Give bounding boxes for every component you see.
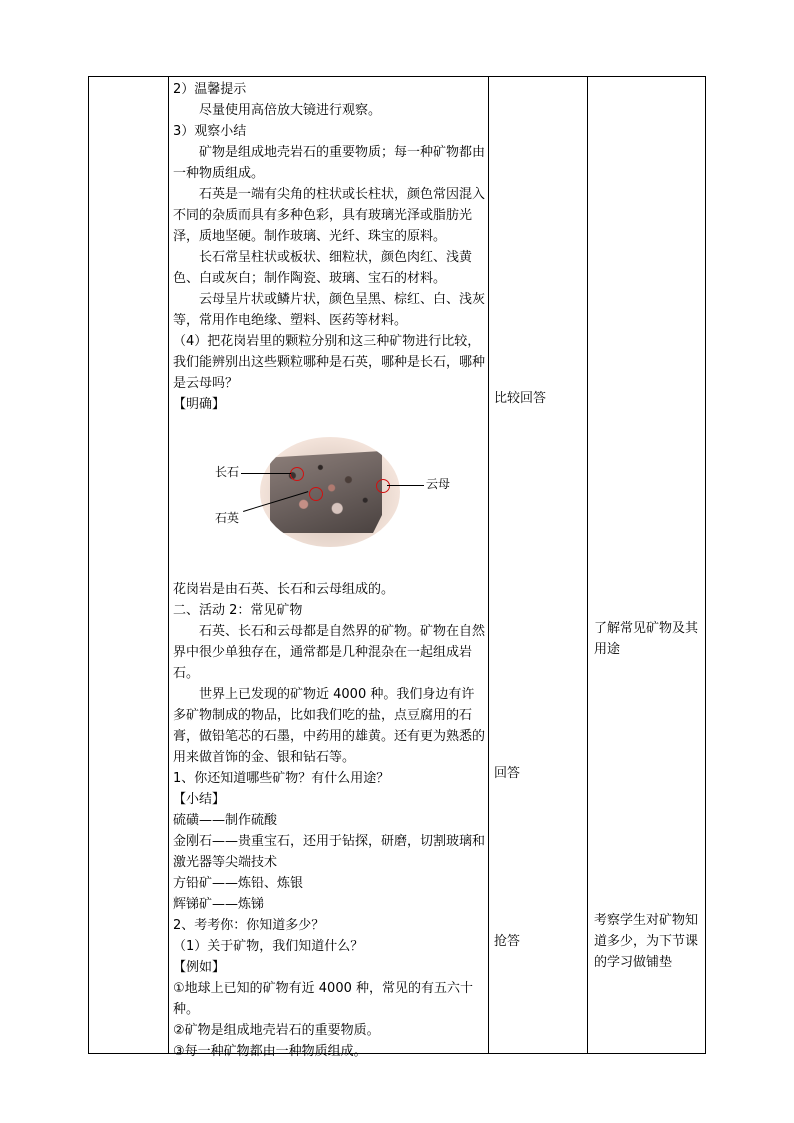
heading-example: 【例如】	[173, 960, 226, 975]
quartz-marker	[309, 487, 323, 501]
column-divider	[488, 77, 489, 1053]
list-item: 方铅矿——炼铅、炼银	[173, 876, 304, 891]
question: 2、考考你：你知道多少？	[173, 918, 325, 933]
heading-clarify: 【明确】	[173, 397, 226, 412]
list-item: ②矿物是组成地壳岩石的重要物质。	[173, 1023, 380, 1038]
heading-summary: 3）观察小结	[173, 124, 247, 139]
leader-line	[241, 473, 291, 474]
question: （4）把花岗岩里的颗粒分别和这三种矿物进行比较，我们能辨别出这些颗粒哪种是石英，哪种是长石，哪种是云母吗？	[173, 334, 486, 391]
granite-rock-image	[270, 451, 382, 533]
list-item: 辉锑矿——炼锑	[173, 897, 265, 912]
paragraph: 尽量使用高倍放大镜进行观察。	[199, 103, 382, 118]
heading-reminder: 2）温馨提示	[173, 82, 247, 97]
paragraph-feldspar: 长石常呈柱状或板状、细粒状，颜色肉红、浅黄色、白或灰白；制作陶瓷、玻璃、宝石的材料。	[173, 250, 473, 286]
label-feldspar: 长石	[215, 465, 240, 479]
list-item: 金刚石——贵重宝石，还用于钻探，研磨，切割玻璃和激光器等尖端技术	[173, 834, 486, 870]
leader-line	[387, 485, 424, 486]
label-quartz: 石英	[215, 511, 240, 525]
intent-check-knowledge: 考察学生对矿物知道多少，为下节课的学习做铺垫	[594, 913, 699, 970]
teacher-activity-cell	[173, 79, 485, 1062]
feldspar-marker	[290, 467, 304, 481]
intent-know-minerals: 了解常见矿物及其用途	[594, 621, 699, 657]
label-mica: 云母	[426, 477, 451, 491]
list-item: 硫磺——制作硫酸	[173, 813, 278, 828]
heading-summary: 【小结】	[173, 792, 226, 807]
paragraph-quartz: 石英是一端有尖角的柱状或长柱状，颜色常因混入不同的杂质而具有多种色彩，具有玻璃光泽或脂肪光泽，质地坚硬。制作玻璃、光纤、珠宝的原料。	[173, 187, 486, 244]
column-divider	[168, 77, 169, 1053]
mica-marker	[376, 479, 390, 493]
paragraph: 矿物是组成地壳岩石的重要物质；每一种矿物都由一种物质组成。	[173, 145, 486, 181]
paragraph-mica: 云母呈片状或鳞片状，颜色呈黑、棕红、白、浅灰等，常用作电绝缘、塑料、医药等材料。	[173, 292, 486, 328]
list-item: ③每一种矿物都由一种物质组成。	[173, 1044, 367, 1059]
student-answer: 回答	[494, 766, 521, 781]
paragraph: 花岗岩是由石英、长石和云母组成的。	[173, 582, 395, 597]
question: （1）关于矿物，我们知道什么？	[173, 939, 364, 954]
column-divider	[587, 77, 588, 1053]
student-compare-answer: 比较回答	[494, 391, 547, 406]
paragraph: 石英、长石和云母都是自然界的矿物。矿物在自然界中很少单独存在，通常都是几种混杂在一起组成岩石。	[173, 624, 486, 681]
paragraph: 世界上已发现的矿物近 4000 种。我们身边有许多矿物制成的物品，比如我们吃的盐，点豆腐用的石膏，做铅笔芯的石墨，中药用的雄黄。还有更为熟悉的用来做首饰的金、银和钻石等。	[173, 687, 486, 765]
granite-diagram	[173, 415, 485, 579]
heading-activity-2: 二、活动 2：常见矿物	[173, 603, 303, 618]
question: 1、你还知道哪些矿物？有什么用途？	[173, 771, 390, 786]
student-rush-answer: 抢答	[494, 934, 521, 949]
list-item: ①地球上已知的矿物有近 4000 种，常见的有五六十种。	[173, 981, 474, 1017]
